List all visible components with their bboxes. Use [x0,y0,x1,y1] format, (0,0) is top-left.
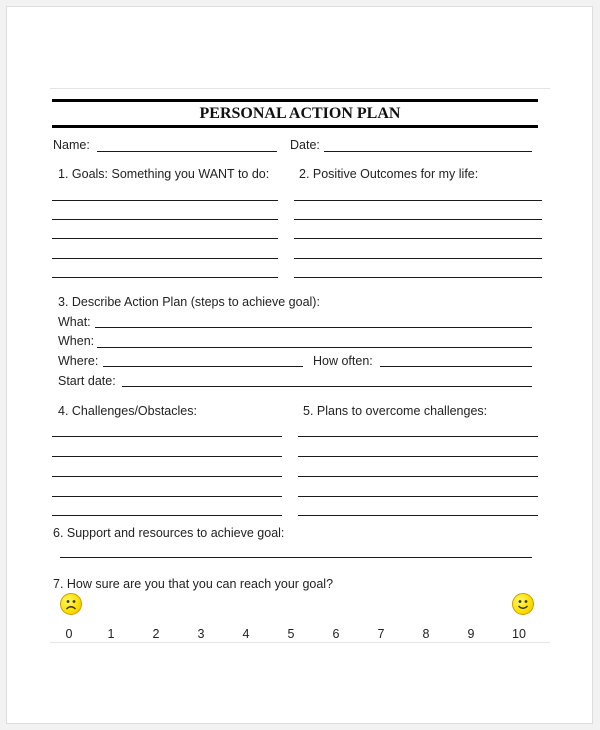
outcomes-line-3[interactable] [294,238,542,239]
goals-line-2[interactable] [52,219,278,220]
bottom-faint-rule [50,642,550,643]
start-date-field[interactable] [122,386,532,387]
action-plan-label: 3. Describe Action Plan (steps to achieve goal): [58,295,320,309]
when-field[interactable] [97,347,532,348]
challenges-line-2[interactable] [52,456,282,457]
how-sure-label: 7. How sure are you that you can reach your goal? [53,577,334,591]
outcomes-line-5[interactable] [294,277,542,278]
outcomes-line-1[interactable] [294,200,542,201]
how-often-field[interactable] [380,366,532,367]
scale-7[interactable]: 7 [377,627,385,641]
goals-line-1[interactable] [52,200,278,201]
challenges-line-3[interactable] [52,476,282,477]
page-title: PERSONAL ACTION PLAN [199,105,401,122]
scale-1[interactable]: 1 [107,627,115,641]
where-label: Where: [58,354,99,368]
goals-label: 1. Goals: Something you WANT to do: [58,167,270,181]
outcomes-line-4[interactable] [294,258,542,259]
support-label: 6. Support and resources to achieve goal: [53,526,285,540]
scale-10[interactable]: 10 [512,627,526,641]
outcomes-label: 2. Positive Outcomes for my life: [299,167,479,181]
how-often-label: How often: [313,354,373,368]
what-label: What: [58,315,91,329]
name-label: Name: [53,138,90,152]
plans-line-4[interactable] [298,496,538,497]
scale-8[interactable]: 8 [422,627,430,641]
where-field[interactable] [103,366,303,367]
support-field[interactable] [60,557,532,558]
date-field[interactable] [324,151,532,152]
challenges-line-5[interactable] [52,515,282,516]
plans-line-2[interactable] [298,456,538,457]
scale-9[interactable]: 9 [467,627,475,641]
plans-line-5[interactable] [298,515,538,516]
challenges-line-1[interactable] [52,436,282,437]
outcomes-line-2[interactable] [294,219,542,220]
date-label: Date: [290,138,320,152]
scale-3[interactable]: 3 [197,627,205,641]
sad-face-icon [60,593,82,615]
what-field[interactable] [95,327,532,328]
goals-line-3[interactable] [52,238,278,239]
challenges-label: 4. Challenges/Obstacles: [58,404,197,418]
scale-6[interactable]: 6 [332,627,340,641]
title-top-rule [52,99,538,102]
goals-line-4[interactable] [52,258,278,259]
challenges-line-4[interactable] [52,496,282,497]
scale-5[interactable]: 5 [287,627,295,641]
when-label: When: [58,334,95,348]
plans-label: 5. Plans to overcome challenges: [303,404,488,418]
title-bottom-rule [52,125,538,128]
scale-4[interactable]: 4 [242,627,250,641]
scale-2[interactable]: 2 [152,627,160,641]
start-date-label: Start date: [58,374,116,388]
plans-line-3[interactable] [298,476,538,477]
top-faint-rule [50,88,550,89]
plans-line-1[interactable] [298,436,538,437]
name-field[interactable] [97,151,277,152]
scale-0[interactable]: 0 [65,627,73,641]
smiley-face-icon [512,593,534,615]
goals-line-5[interactable] [52,277,278,278]
